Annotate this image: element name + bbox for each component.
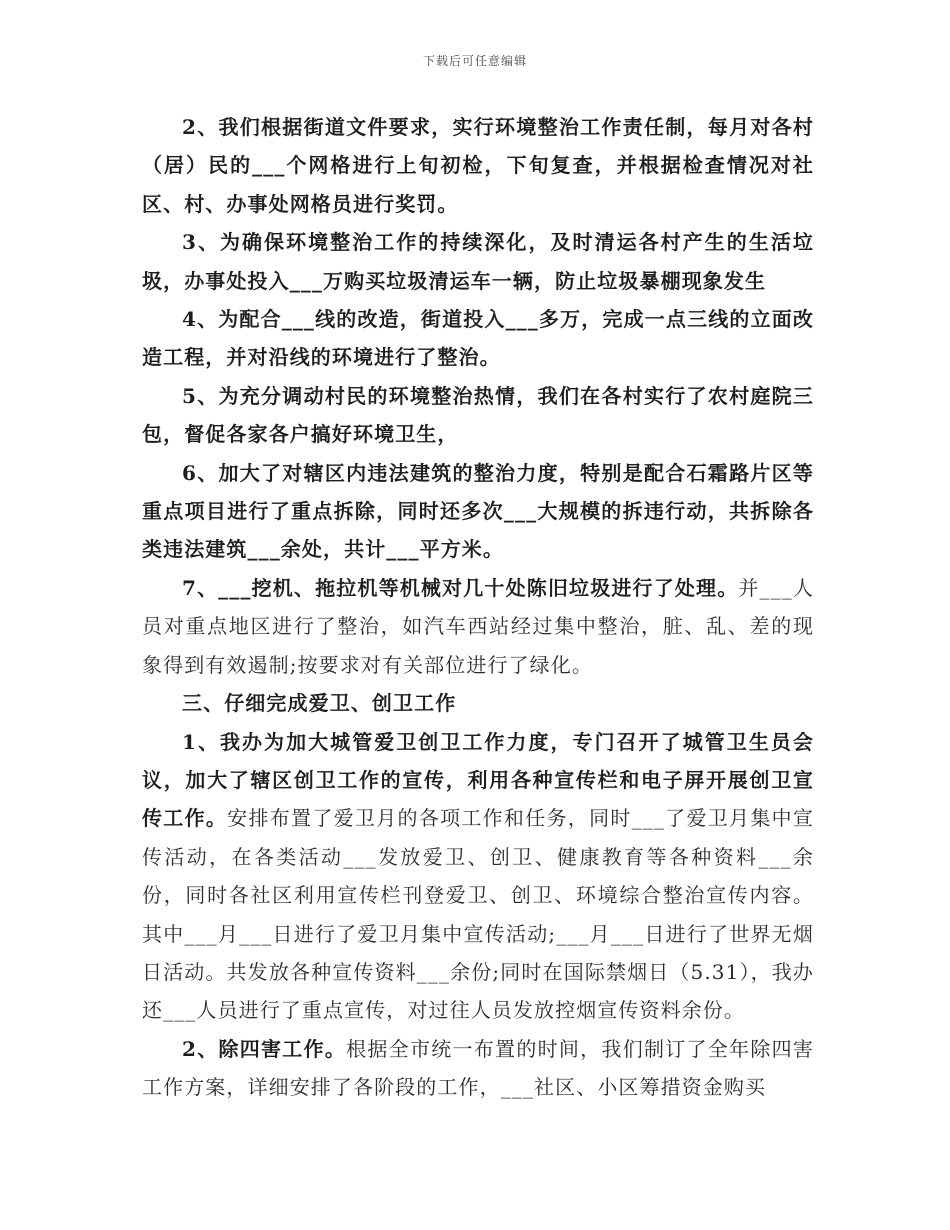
document-body xyxy=(142,108,814,1107)
paragraph-3-2 xyxy=(142,1030,814,1107)
paragraph-7 xyxy=(142,569,814,684)
paragraph-6: 6、加大了对辖区内违法建筑的整治力度，特别是配合石霜路片区等重点项目进行了重点拆除，同时还多次___大规模的拆违行动，共拆除各类违法建筑___余处，共计___平方米。 xyxy=(142,460,814,562)
paragraph-7-normal: 并___人员对重点地区进行了整治，如汽车西站经过集中整治，脏、乱、差的现象得到有效遏制;按要求对有关部位进行了绿化。 xyxy=(142,575,815,677)
paragraph-2: 2、我们根据街道文件要求，实行环境整治工作责任制，每月对各村（居）民的___个网格进行上旬初检，下旬复查，并根据检查情况对社区、村、办事处网格员进行奖罚。 xyxy=(142,115,814,216)
paragraph-3: 3、为确保环境整治工作的持续深化，及时清运各村产生的生活垃圾，办事处投入___万购买垃圾清运车一辆，防止垃圾暴棚现象发生 xyxy=(142,230,814,293)
section-heading-3: 三、仔细完成爱卫、创卫工作 xyxy=(182,691,457,716)
paragraph-7-bold: 7、___挖机、拖拉机等机械对几十处陈旧垃圾进行了处理。 xyxy=(182,575,739,600)
paragraph-3-2-normal: 根据全市统一布置的时间，我们制订了全年除四害工作方案，详细安排了各阶段的工作，___社区、小区筹措资金购买 xyxy=(142,1036,815,1100)
paragraph-3-2-bold: 2、除四害工作。 xyxy=(182,1036,347,1061)
page-header: 下载后可任意编辑 xyxy=(422,54,527,68)
paragraph-4: 4、为配合___线的改造，街道投入___多万，完成一点三线的立面改造工程，并对沿线的环境进行了整治。 xyxy=(142,307,814,370)
paragraph-3-1 xyxy=(142,723,814,1030)
paragraph-3-1-bold: 1、我办为加大城管爱卫创卫工作力度，专门召开了城管卫生员会议，加大了辖区创卫工作的宣传，利用各种宣传栏和电子屏开展创卫宣传工作。 xyxy=(142,729,814,831)
paragraph-5: 5、为充分调动村民的环境整治热情，我们在各村实行了农村庭院三包，督促各家各户搞好环境卫生， xyxy=(142,383,814,447)
paragraph-3-1-normal: 安排布置了爱卫月的各项工作和任务，同时___了爱卫月集中宣传活动，在各类活动___发放爱卫、创卫、健康教育等各种资料___余份，同时各社区利用宣传栏刊登爱卫、创卫、环境综合整治宣传内容。其中___月___日进行了爱卫月集中宣传活动;___月___日进行了世界无烟日活动。共发放各种宣传资料___余份;同时在国际禁烟日（5.31），我办还___人员进行了重点宣传，对过往人员发放控烟宣传资料余份。 xyxy=(142,806,815,1023)
